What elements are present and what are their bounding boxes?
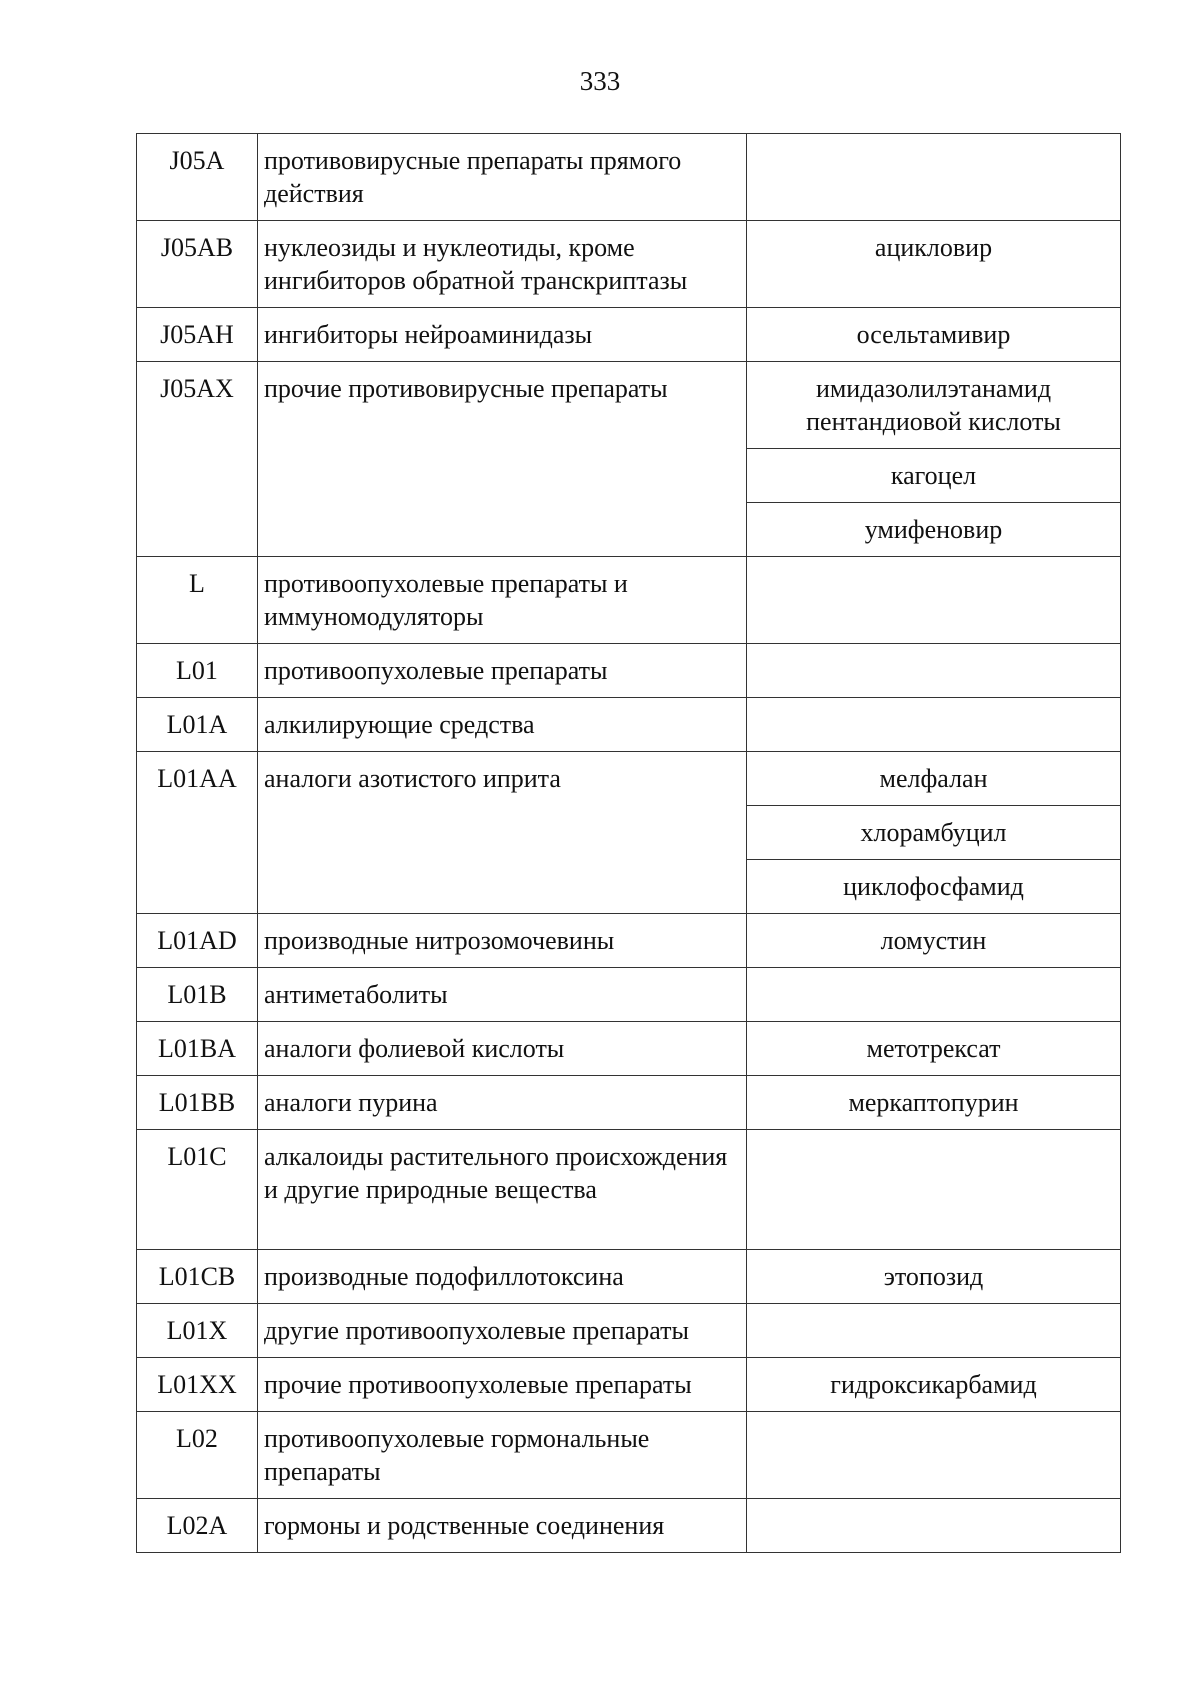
table-row (137, 698, 1121, 752)
drug-name-cell: ацикловир (747, 221, 1121, 308)
table-row (137, 1022, 1121, 1076)
group-description-cell: производные подофиллотоксина (258, 1250, 747, 1304)
drug-name-cell (747, 644, 1121, 698)
table-row (137, 1358, 1121, 1412)
table-row (137, 362, 1121, 449)
drug-name-cell (747, 1412, 1121, 1499)
drug-name-cell (747, 968, 1121, 1022)
drug-name-cell: циклофосфамид (747, 860, 1121, 914)
table-row (137, 1076, 1121, 1130)
group-description-cell: прочие противовирусные препараты (258, 362, 747, 557)
group-description-cell: противоопухолевые препараты (258, 644, 747, 698)
drug-name-cell: ломустин (747, 914, 1121, 968)
atc-code-cell: J05AX (137, 362, 258, 557)
drug-name-cell (747, 1130, 1121, 1250)
atc-code-cell: L01X (137, 1304, 258, 1358)
group-description-cell: аналоги азотистого иприта (258, 752, 747, 914)
group-description-cell: прочие противоопухолевые препараты (258, 1358, 747, 1412)
drug-name-cell (747, 134, 1121, 221)
drug-name-cell: умифеновир (747, 503, 1121, 557)
table-row (137, 1412, 1121, 1499)
atc-code-cell: L01CB (137, 1250, 258, 1304)
atc-code-cell: J05A (137, 134, 258, 221)
table-row (137, 1130, 1121, 1250)
page-number: 333 (579, 66, 621, 96)
group-description-cell: противоопухолевые препараты и иммуномодуляторы (258, 557, 747, 644)
atc-code-cell: L01AA (137, 752, 258, 914)
atc-code-cell: L01XX (137, 1358, 258, 1412)
table-row (137, 752, 1121, 806)
table-row (137, 968, 1121, 1022)
table-row (137, 1304, 1121, 1358)
table-row (137, 134, 1121, 221)
group-description-cell: аналоги пурина (258, 1076, 747, 1130)
table-row (137, 308, 1121, 362)
drug-name-cell: хлорамбуцил (747, 806, 1121, 860)
group-description-cell: противоопухолевые гормональные препараты (258, 1412, 747, 1499)
table-row (137, 1250, 1121, 1304)
group-description-cell: антиметаболиты (258, 968, 747, 1022)
group-description-cell: гормоны и родственные соединения (258, 1499, 747, 1553)
group-description-cell: другие противоопухолевые препараты (258, 1304, 747, 1358)
atc-drug-table (136, 133, 1121, 1553)
group-description-cell: алкалоиды растительного происхождения и другие природные вещества (258, 1130, 747, 1250)
atc-code-cell: L02 (137, 1412, 258, 1499)
atc-code-cell: L02A (137, 1499, 258, 1553)
atc-code-cell: J05AB (137, 221, 258, 308)
group-description-cell: аналоги фолиевой кислоты (258, 1022, 747, 1076)
drug-name-cell: гидроксикарбамид (747, 1358, 1121, 1412)
atc-code-cell: L (137, 557, 258, 644)
atc-code-cell: L01 (137, 644, 258, 698)
atc-code-cell: L01C (137, 1130, 258, 1250)
atc-code-cell: L01BB (137, 1076, 258, 1130)
drug-name-cell: имидазолилэтанамид пентандиовой кислоты (747, 362, 1121, 449)
atc-code-cell: L01AD (137, 914, 258, 968)
drug-name-cell: меркаптопурин (747, 1076, 1121, 1130)
drug-name-cell (747, 698, 1121, 752)
drug-name-cell: осельтамивир (747, 308, 1121, 362)
atc-code-cell: L01A (137, 698, 258, 752)
table-row (137, 644, 1121, 698)
drug-name-cell: метотрексат (747, 1022, 1121, 1076)
table-row (137, 557, 1121, 644)
group-description-cell: производные нитрозомочевины (258, 914, 747, 968)
drug-name-cell: кагоцел (747, 449, 1121, 503)
table-row (137, 914, 1121, 968)
group-description-cell: ингибиторы нейроаминидазы (258, 308, 747, 362)
atc-code-cell: L01B (137, 968, 258, 1022)
drug-name-cell: этопозид (747, 1250, 1121, 1304)
drug-name-cell (747, 557, 1121, 644)
drug-name-cell: мелфалан (747, 752, 1121, 806)
drug-name-cell (747, 1304, 1121, 1358)
group-description-cell: нуклеозиды и нуклеотиды, кроме ингибиторов обратной транскриптазы (258, 221, 747, 308)
atc-code-cell: J05AH (137, 308, 258, 362)
drug-name-cell (747, 1499, 1121, 1553)
group-description-cell: алкилирующие средства (258, 698, 747, 752)
group-description-cell: противовирусные препараты прямого действия (258, 134, 747, 221)
table-row (137, 221, 1121, 308)
atc-code-cell: L01BA (137, 1022, 258, 1076)
table-row (137, 1499, 1121, 1553)
